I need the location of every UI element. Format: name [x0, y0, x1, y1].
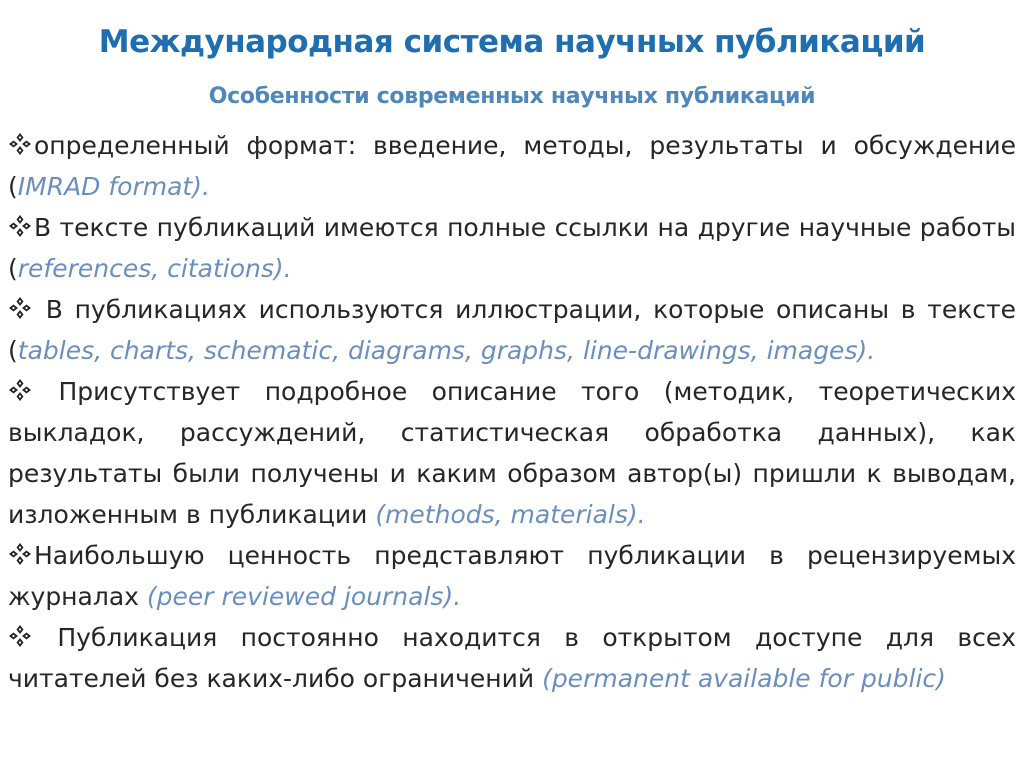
list-item	[8, 207, 1016, 289]
item-text: Публикация постоянно находится в открытом доступе для всех читателей без каких-либо ограничений	[8, 623, 1016, 693]
list-item	[8, 125, 1016, 207]
item-tail: .	[453, 582, 462, 611]
item-english-term: (peer reviewed journals)	[146, 582, 454, 611]
four-diamond-bullet-icon	[8, 378, 32, 402]
item-english-term: references, citations	[17, 254, 274, 283]
slide-title: Международная система научных публикаций	[98, 24, 926, 60]
item-text: В публикациях используются иллюстрации, которые описаны в тексте (	[8, 295, 1016, 365]
four-diamond-bullet-icon	[8, 542, 32, 566]
four-diamond-bullet-icon	[8, 624, 32, 648]
item-tail: .	[637, 500, 646, 529]
four-diamond-bullet-icon	[8, 214, 32, 238]
four-diamond-bullet-icon	[8, 296, 32, 320]
item-text: В тексте публикаций имеются полные ссылки на другие научные работы (	[8, 213, 1016, 283]
features-list	[8, 125, 1016, 699]
item-text: Наибольшую ценность представляют публикации в рецензируемых журналах	[8, 541, 1016, 611]
item-text: определенный формат: введение, методы, результаты и обсуждение (	[8, 131, 1016, 201]
item-text: Присутствует подробное описание того (методик, теоретических выкладок, рассуждений, статистическая обработка данных), как результаты были получены и каким образом автор(ы) пришли к выводам, изложенным в публикации	[8, 377, 1016, 529]
list-item	[8, 535, 1016, 617]
item-english-term: (methods, materials)	[375, 500, 638, 529]
item-tail: ).	[857, 336, 876, 365]
item-english-term: IMRAD format	[17, 172, 193, 201]
slide-subtitle: Особенности современных научных публикаций	[208, 84, 816, 109]
list-item	[8, 371, 1016, 535]
item-english-term: tables, charts, schematic, diagrams, graphs, line-drawings, images	[17, 336, 858, 365]
item-tail: ).	[192, 172, 210, 201]
item-english-term: (permanent available for public)	[542, 664, 946, 693]
list-item	[8, 617, 1016, 699]
list-item	[8, 289, 1016, 371]
item-tail: ).	[273, 254, 292, 283]
four-diamond-bullet-icon	[8, 132, 32, 156]
